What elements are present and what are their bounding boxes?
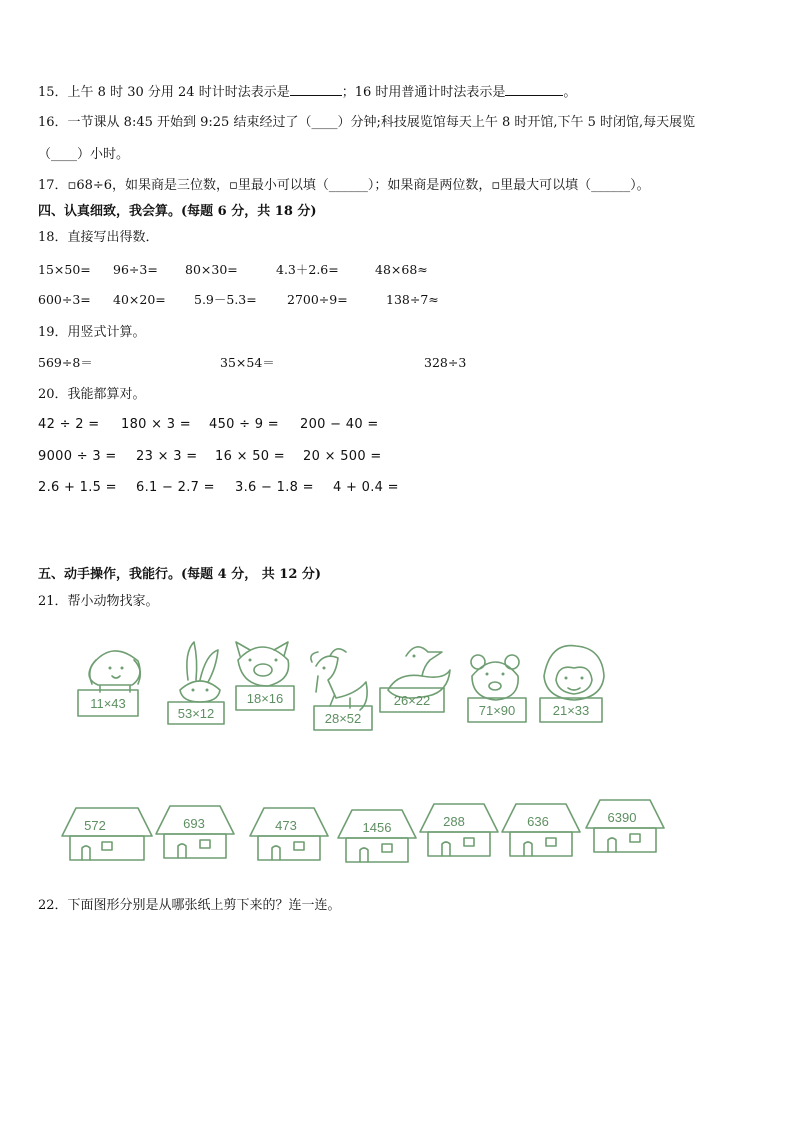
house-number: 693 (183, 816, 205, 831)
dog-expression: 11×43 (90, 696, 126, 711)
house-number: 473 (275, 818, 297, 833)
section-4-title: 四、认真细致，我会算。(每题 6 分，共 18 分) (38, 204, 317, 219)
q20-item: 9000 ÷ 3 = (38, 449, 117, 464)
house (62, 808, 152, 860)
rabbit-expression: 53×12 (177, 706, 215, 721)
rabbit-illustration (180, 642, 220, 702)
pig-illustration (236, 642, 289, 686)
house (338, 810, 416, 862)
q18-item: 15×50= (38, 262, 91, 277)
question-16-line-1: 16．一节课从 8:45 开始到 9:25 结束经过了（____）分钟;科技展览馆每天上午 8 时开馆,下午 5 时闭馆,每天展览 (38, 115, 696, 130)
monkey-illustration (544, 646, 604, 700)
house (502, 804, 580, 856)
q15-text-c: 。 (563, 85, 577, 100)
q18-item: 96÷3= (113, 262, 158, 277)
goat-expression: 28×52 (324, 711, 362, 726)
section-5-title: 五、动手操作，我能行。(每题 4 分， 共 12 分) (38, 567, 322, 582)
q18-item: 80×30= (185, 262, 238, 277)
q20-item: 3.6 − 1.8 = (235, 480, 314, 495)
q18-item: 5.9－5.3= (194, 292, 257, 307)
q20-item: 23 × 3 = (136, 449, 198, 464)
question-17: 17．▫68÷6，如果商是三位数，▫里最小可以填（______）；如果商是两位数，▫里最大可以填（______）。 (38, 178, 650, 193)
pig-expression: 18×16 (246, 691, 284, 706)
house-number: 1456 (362, 820, 392, 835)
q20-item: 450 ÷ 9 = (209, 417, 279, 432)
q20-item: 2.6 + 1.5 = (38, 480, 117, 495)
q20-item: 16 × 50 = (215, 449, 285, 464)
bear-illustration (471, 655, 519, 700)
house (156, 806, 234, 858)
question-21-title: 21．帮小动物找家。 (38, 594, 159, 609)
question-18-title: 18．直接写出得数． (38, 230, 159, 245)
bear-expression: 71×90 (478, 703, 516, 718)
question-20-title: 20．我能都算对。 (38, 387, 146, 402)
q20-item: 42 ÷ 2 = (38, 417, 100, 432)
house (586, 800, 664, 852)
question-22-title: 22．下面图形分别是从哪张纸上剪下来的？连一连。 (38, 898, 341, 913)
question-19-title: 19．用竖式计算。 (38, 325, 146, 340)
q20-item: 4 + 0.4 = (333, 480, 399, 495)
q20-item: 200 − 40 = (300, 417, 379, 432)
q18-item: 4.3＋2.6= (276, 262, 339, 277)
question-16-line-2: （____）小时。 (38, 147, 130, 162)
q18-item: 48×68≈ (375, 262, 428, 277)
house (420, 804, 498, 856)
q20-item: 20 × 500 = (303, 449, 382, 464)
q18-item: 40×20= (113, 292, 166, 307)
duck-illustration (388, 647, 450, 698)
q19-item: 35×54＝ (220, 355, 275, 370)
q15-text-a: 15．上午 8 时 30 分用 24 时计时法表示是 (38, 85, 290, 100)
q20-item: 6.1 − 2.7 = (136, 480, 215, 495)
house-number: 572 (84, 818, 106, 833)
house-number: 6390 (607, 810, 637, 825)
q20-item: 180 × 3 = (121, 417, 191, 432)
house-number: 636 (527, 814, 549, 829)
q18-item: 138÷7≈ (386, 292, 439, 307)
goat-illustration (311, 649, 367, 710)
q19-item: 569÷8＝ (38, 355, 93, 370)
q15-text-b: ；16 时用普通计时法表示是 (341, 85, 506, 100)
monkey-expression: 21×33 (552, 703, 590, 718)
q18-item: 600÷3= (38, 292, 91, 307)
duck-expression: 26×22 (393, 693, 431, 708)
dog-illustration (89, 651, 140, 692)
q19-item: 328÷3 (424, 355, 467, 370)
house (250, 808, 328, 860)
house-number: 288 (443, 814, 465, 829)
q18-item: 2700÷9= (287, 292, 348, 307)
